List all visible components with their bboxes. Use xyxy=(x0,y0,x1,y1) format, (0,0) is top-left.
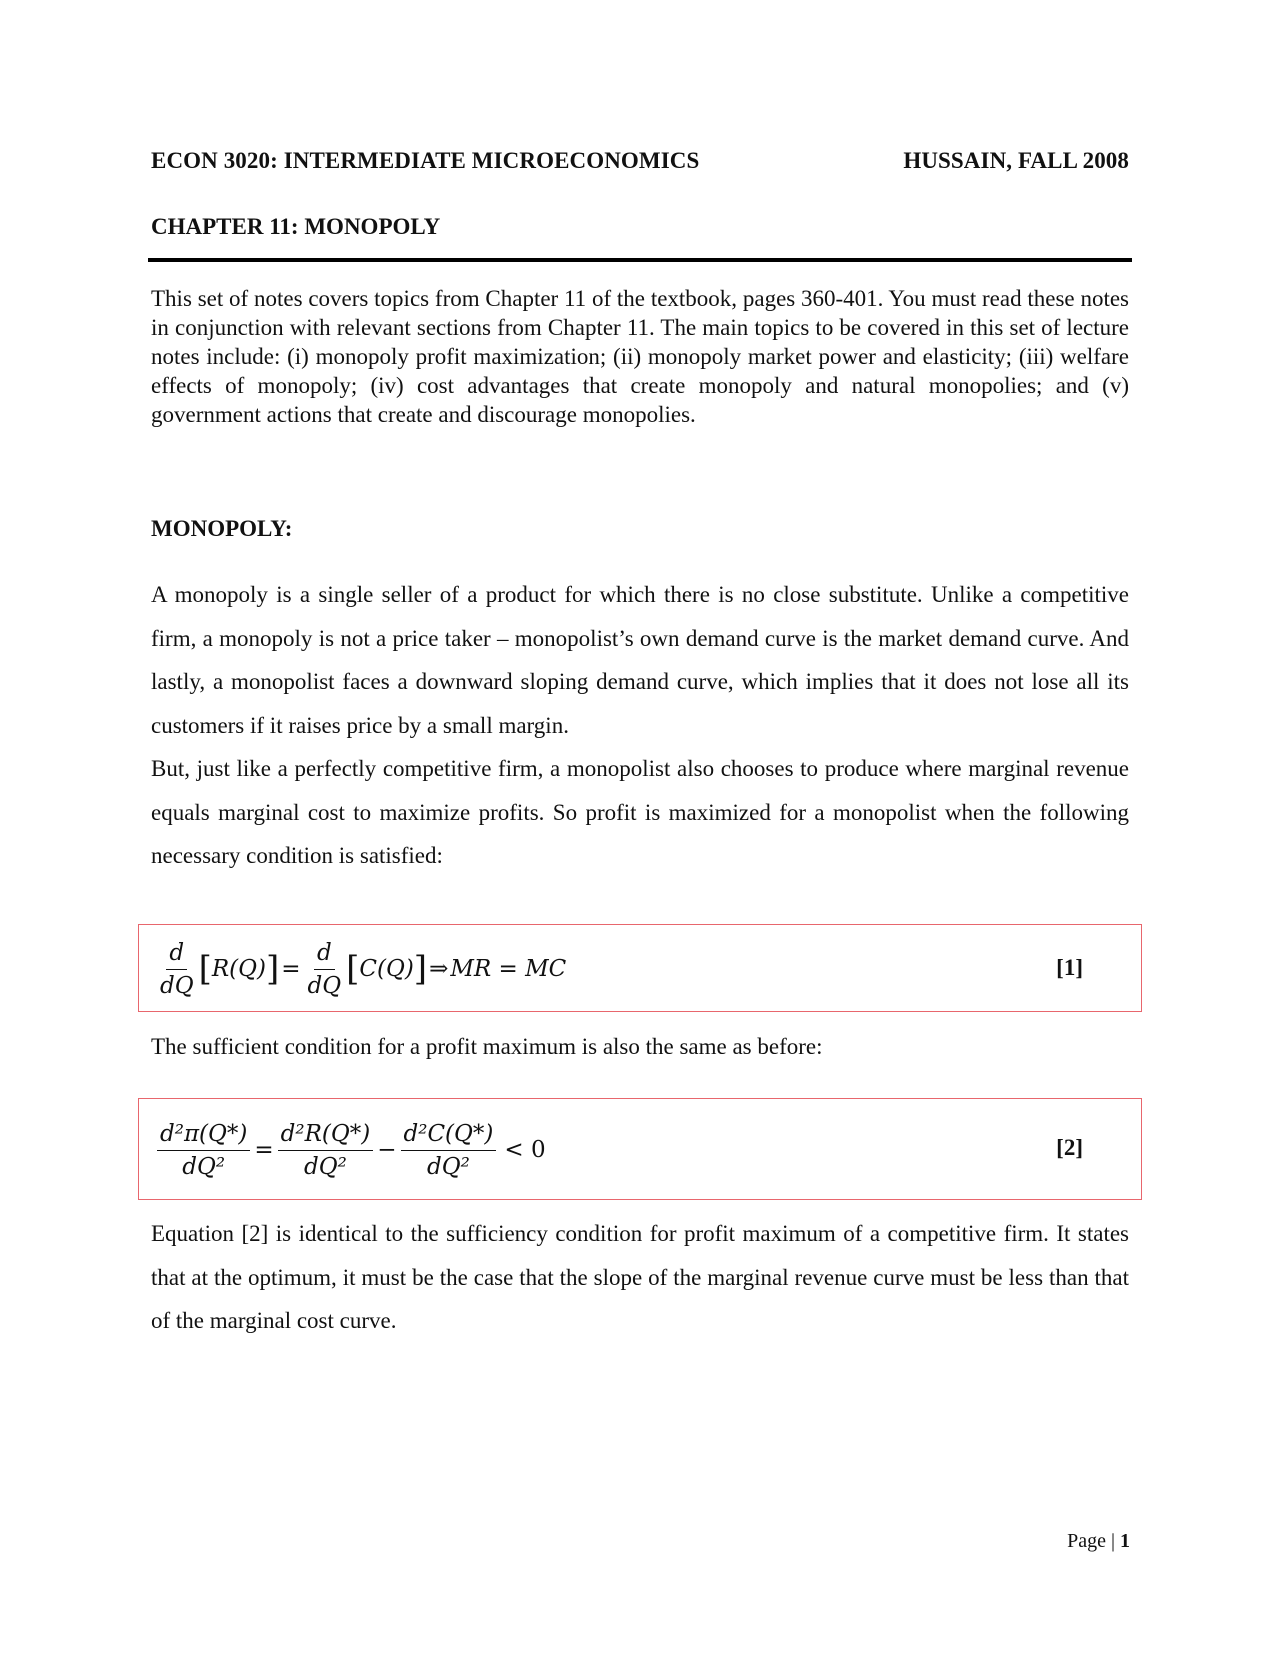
eq1-derivative-lhs: $\frac{d}{dQ}$ xyxy=(160,939,194,999)
eq2-minus: − xyxy=(377,1137,397,1163)
eq1-cost-term: C(Q) xyxy=(359,956,414,982)
header-divider xyxy=(148,258,1132,262)
eq2-revenue-second-derivative: $\frac{\text{d²R(Q*)}}{\text{dQ²}}$ xyxy=(278,1120,374,1181)
equation-box-1 xyxy=(138,924,1142,1012)
equation-1: $\frac{d}{dQ}$ [ R(Q) ] = $\frac{d}{dQ}$ [ C(Q) ] ⇒ MR = MC xyxy=(155,931,566,1007)
eq1-mr-equals-mc: MR = MC xyxy=(450,956,567,982)
chapter-title: CHAPTER 11: MONOPOLY xyxy=(151,214,441,239)
page-label: Page | xyxy=(1067,1530,1115,1552)
equation-2 xyxy=(155,1107,548,1193)
eq1-equals: = xyxy=(281,956,301,982)
section-heading: MONOPOLY: xyxy=(151,516,293,541)
paragraph-sufficient-condition: The sufficient condition for a profit maximum is also the same as before: xyxy=(151,1034,823,1059)
eq1-derivative-rhs: $\frac{d}{dQ}$ xyxy=(307,939,342,999)
equation-box-2 xyxy=(138,1098,1142,1200)
paragraph-profit-condition: But, just like a perfectly competitive firm, a monopolist also chooses to produce where marginal revenue equals marginal cost to maximize profits. So profit is maximized for a monopolist when the following necessary condition is satisfied: xyxy=(151,756,1129,868)
eq1-revenue-term: R(Q) xyxy=(211,956,266,982)
body-block-3 xyxy=(151,1212,1129,1343)
eq2-cost-second-derivative: $\frac{\text{d²C(Q*)}}{\text{dQ²}}$ xyxy=(401,1120,497,1181)
body-block-2 xyxy=(151,1025,1129,1069)
page-header xyxy=(151,148,1129,174)
course-title: ECON 3020: INTERMEDIATE MICROECONOMICS xyxy=(151,148,700,173)
eq2-less-than-zero: < 0 xyxy=(504,1137,546,1163)
equation-number-1: [1] xyxy=(1056,955,1083,980)
page-number: 1 xyxy=(1120,1530,1130,1552)
eq1-implies: ⇒ xyxy=(429,956,449,982)
eq2-profit-second-derivative: $\frac{\text{d²π(Q*)}}{\text{dQ²}}$ xyxy=(157,1120,250,1181)
paragraph-equation-2-explanation: Equation [2] is identical to the sufficiency condition for profit maximum of a competitive firm. It states that at the optimum, it must be the case that the slope of the marginal revenue curve must be less than that of the marginal cost curve. xyxy=(151,1221,1129,1333)
eq2-equals: = xyxy=(254,1137,274,1163)
equation-number-2: [2] xyxy=(1056,1135,1083,1160)
page-footer xyxy=(1067,1530,1130,1553)
body-block-1 xyxy=(151,573,1129,878)
paragraph-monopoly-definition: A monopoly is a single seller of a product for which there is no close substitute. Unlike a competitive firm, a monopoly is not a price taker – monopolist’s own demand curve is the market demand curve. And lastly, a monopolist faces a downward sloping demand curve, which implies that it does not lose all its customers if it raises price by a small margin. xyxy=(151,582,1129,738)
instructor-term: HUSSAIN, FALL 2008 xyxy=(903,148,1129,173)
intro-paragraph: This set of notes covers topics from Chapter 11 of the textbook, pages 360-401. You must read these notes in conjunction with relevant sections from Chapter 11. The main topics to be covered in this set of lecture notes include: (i) monopoly profit maximization; (ii) monopoly market power and elasticity; (iii) welfare effects of monopoly; (iv) cost advantages that create monopoly and natural monopolies; and (v) government actions that create and discourage monopolies. xyxy=(151,286,1129,427)
